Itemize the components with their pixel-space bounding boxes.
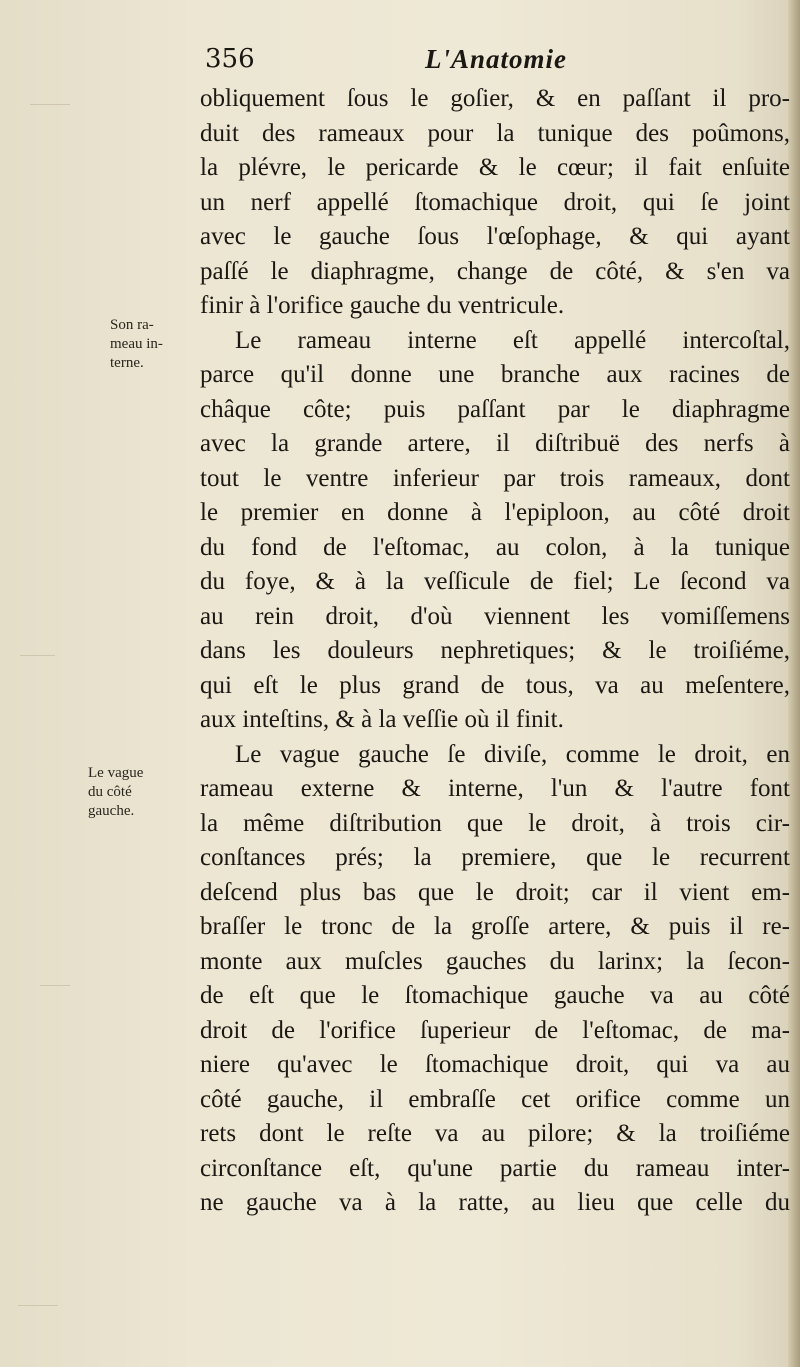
text-line: tout le ventre inferieur par trois rameaux, dont: [200, 464, 790, 492]
text-line: du fond de l'eſtomac, au colon, à la tunique: [200, 533, 790, 561]
text-line: conſtances prés; la premiere, que le recurrent: [200, 844, 790, 871]
text-line: rameau externe & interne, l'un & l'autre font: [200, 775, 790, 802]
margin-note-line: terne.: [110, 355, 144, 371]
running-title: L'Anatomie: [425, 44, 568, 74]
margin-note-line: gauche.: [88, 803, 135, 819]
text-line: niere qu'avec le ſtomachique droit, qui va au: [200, 1051, 790, 1078]
text-line: Le rameau interne eſt appellé intercoſtal,: [235, 326, 790, 354]
text-line: droit de l'orifice ſuperieur de l'eſtomac, de ma-: [200, 1016, 790, 1044]
text-line: paſſé le diaphragme, change de côté, & s'en va: [200, 257, 790, 285]
text-line: ne gauche va à la ratte, au lieu que celle du: [200, 1189, 790, 1216]
text-line: circonſtance eſt, qu'une partie du rameau inter-: [200, 1154, 790, 1182]
text-line: dans les douleurs nephretiques; & le troiſiéme,: [200, 637, 790, 664]
text-line: deſcend plus bas que le droit; car il vient em-: [200, 878, 790, 906]
text-line: de eſt que le ſtomachique gauche va au côté: [200, 982, 790, 1009]
margin-note-line: Le vague: [88, 765, 144, 781]
text-line: la plévre, le pericarde & le cœur; il fait enſuite: [200, 154, 790, 181]
text-line: le premier en donne à l'epiploon, au côté droit: [200, 499, 790, 526]
text-line: braſſer le tronc de la groſſe artere, & puis il re-: [200, 913, 790, 940]
text-line: qui eſt le plus grand de tous, va au meſentere,: [200, 671, 790, 699]
text-line: aux inteſtins, & à la veſſie où il finit.: [200, 706, 564, 733]
paper-speck: [20, 655, 55, 656]
text-line: avec la grande artere, il diſtribuë des nerfs à: [200, 430, 790, 457]
text-line: monte aux muſcles gauches du larinx; la ſecon-: [200, 947, 790, 975]
paper-speck: [40, 985, 70, 986]
text-line: rets dont le reſte va au pilore; & la troiſiéme: [200, 1120, 790, 1147]
text-line: au rein droit, d'où viennent les vomiſſemens: [200, 602, 790, 630]
text-line: parce qu'il donne une branche aux racines de: [200, 361, 790, 388]
text-line: avec le gauche ſous l'œſophage, & qui ayant: [200, 223, 790, 250]
paper-speck: [18, 1305, 58, 1306]
margin-note-line: du côté: [88, 784, 132, 800]
text-line: du foye, & à la veſſicule de fiel; Le ſecond va: [200, 568, 790, 595]
margin-note-left-vagus: [88, 764, 188, 821]
text-line: côté gauche, il embraſſe cet orifice comme un: [200, 1085, 790, 1113]
margin-note-line: meau in-: [110, 336, 163, 352]
body-text: [200, 82, 790, 1221]
text-line: la même diſtribution que le droit, à trois cir-: [200, 809, 790, 837]
text-line: duit des rameaux pour la tunique des poûmons,: [200, 119, 790, 147]
margin-note-internal-branch: [110, 316, 210, 373]
page-number: 356: [205, 44, 255, 74]
margin-note-line: Son ra-: [110, 317, 154, 333]
paper-speck: [30, 104, 70, 105]
text-line: châque côte; puis paſſant par le diaphragme: [200, 395, 790, 423]
text-line: un nerf appellé ſtomachique droit, qui ſe joint: [200, 188, 790, 216]
page-header: [205, 44, 625, 84]
text-line: finir à l'orifice gauche du ventricule.: [200, 292, 565, 319]
text-line: obliquement ſous le goſier, & en paſſant il pro-: [200, 85, 790, 112]
text-line: Le vague gauche ſe diviſe, comme le droit, en: [235, 740, 790, 768]
